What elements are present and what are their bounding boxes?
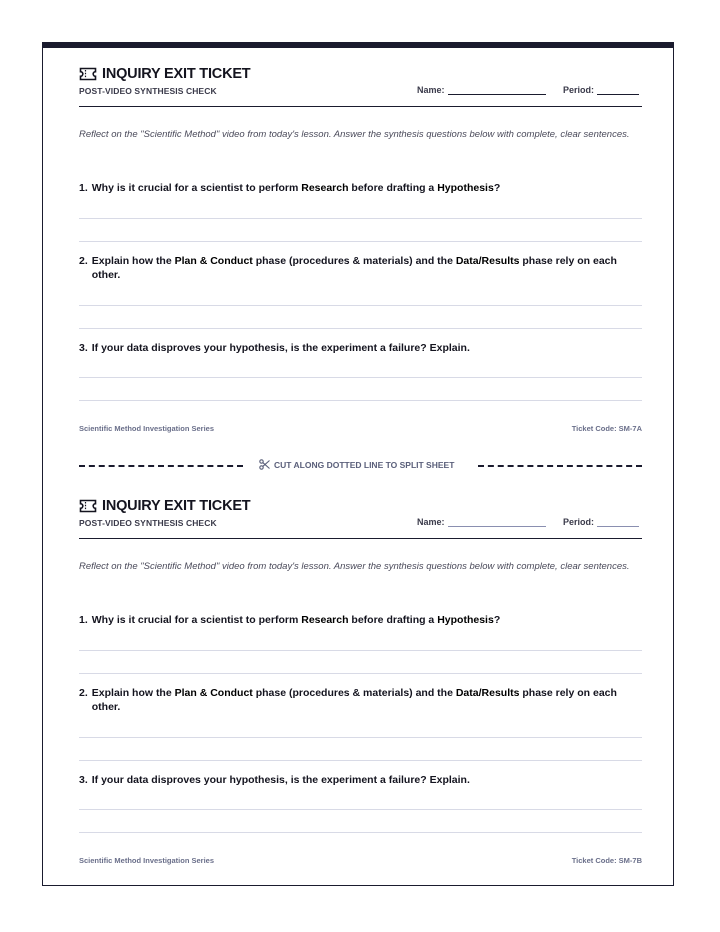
keyword: Data/Results [455, 687, 520, 699]
question-2 [79, 686, 642, 714]
question-3 [79, 341, 642, 355]
name-label: Name: [417, 517, 445, 527]
question-text: Explain how the Plan & Conduct phase (procedures & materials) and the Data/Results phase rely on each other. [91, 255, 617, 281]
question-text: Why is it crucial for a scientist to perform Research before drafting a Hypothesis? [91, 614, 501, 626]
question-1 [79, 181, 642, 195]
instructions: Reflect on the "Scientific Method" video from today's lesson. Answer the synthesis questions below with complete, clear sentences. [79, 561, 630, 572]
answer-line[interactable] [79, 760, 642, 761]
answer-line[interactable] [79, 241, 642, 242]
ticket-title: INQUIRY EXIT TICKET [102, 498, 251, 514]
question-number: 3. [79, 774, 88, 786]
question-text: Why is it crucial for a scientist to perform Research before drafting a Hypothesis? [91, 182, 501, 194]
instructions: Reflect on the "Scientific Method" video from today's lesson. Answer the synthesis questions below with complete, clear sentences. [79, 129, 630, 140]
ticket-header [79, 498, 642, 539]
ticket-code: Ticket Code: SM-7A [571, 424, 642, 433]
answer-line[interactable] [79, 809, 642, 810]
scissors-icon [259, 459, 270, 470]
answer-line[interactable] [79, 673, 642, 674]
answer-line[interactable] [79, 305, 642, 306]
period-field[interactable] [563, 85, 639, 95]
question-number: 1. [79, 182, 88, 194]
dashed-line-right [478, 465, 642, 467]
series-name: Scientific Method Investigation Series [79, 424, 215, 433]
title-row [79, 498, 250, 514]
name-field[interactable] [417, 85, 546, 95]
cut-line [79, 458, 642, 472]
keyword: Research [301, 182, 349, 194]
question-text: If your data disproves your hypothesis, is the experiment a failure? Explain. [91, 342, 470, 354]
answer-line[interactable] [79, 737, 642, 738]
period-blank[interactable] [597, 85, 639, 95]
name-blank[interactable] [448, 85, 546, 95]
keyword: Plan & Conduct [174, 687, 253, 699]
name-field[interactable] [417, 517, 546, 527]
series-name: Scientific Method Investigation Series [79, 856, 215, 865]
ticket-subtitle: POST-VIDEO SYNTHESIS CHECK [79, 86, 217, 96]
answer-line[interactable] [79, 650, 642, 651]
period-label: Period: [563, 85, 595, 95]
period-blank[interactable] [597, 517, 639, 527]
period-field[interactable] [563, 517, 639, 527]
cut-instruction [259, 459, 454, 470]
question-number: 2. [79, 255, 88, 267]
question-1 [79, 613, 642, 627]
question-number: 1. [79, 614, 88, 626]
question-3 [79, 773, 642, 787]
question-2 [79, 254, 642, 282]
question-number: 3. [79, 342, 88, 354]
question-number: 2. [79, 687, 88, 699]
ticket-icon [79, 67, 97, 81]
keyword: Hypothesis [437, 182, 494, 194]
title-row [79, 66, 250, 82]
ticket-header [79, 66, 642, 107]
question-text: Explain how the Plan & Conduct phase (procedures & materials) and the Data/Results phase rely on each other. [91, 687, 617, 713]
keyword: Hypothesis [437, 614, 494, 626]
answer-line[interactable] [79, 328, 642, 329]
answer-line[interactable] [79, 218, 642, 219]
name-label: Name: [417, 85, 445, 95]
keyword: Research [301, 614, 349, 626]
ticket-title: INQUIRY EXIT TICKET [102, 66, 251, 82]
answer-line[interactable] [79, 377, 642, 378]
answer-line[interactable] [79, 832, 642, 833]
question-text: If your data disproves your hypothesis, is the experiment a failure? Explain. [91, 774, 470, 786]
exit-ticket-b [79, 498, 642, 865]
dashed-line-left [79, 465, 243, 467]
answer-line[interactable] [79, 400, 642, 401]
ticket-code: Ticket Code: SM-7B [571, 856, 642, 865]
period-label: Period: [563, 517, 595, 527]
exit-ticket-a [79, 66, 642, 433]
keyword: Data/Results [455, 255, 520, 267]
name-blank[interactable] [448, 517, 546, 527]
ticket-icon [79, 499, 97, 513]
cut-label: CUT ALONG DOTTED LINE TO SPLIT SHEET [274, 459, 455, 470]
ticket-subtitle: POST-VIDEO SYNTHESIS CHECK [79, 518, 217, 528]
keyword: Plan & Conduct [174, 255, 253, 267]
